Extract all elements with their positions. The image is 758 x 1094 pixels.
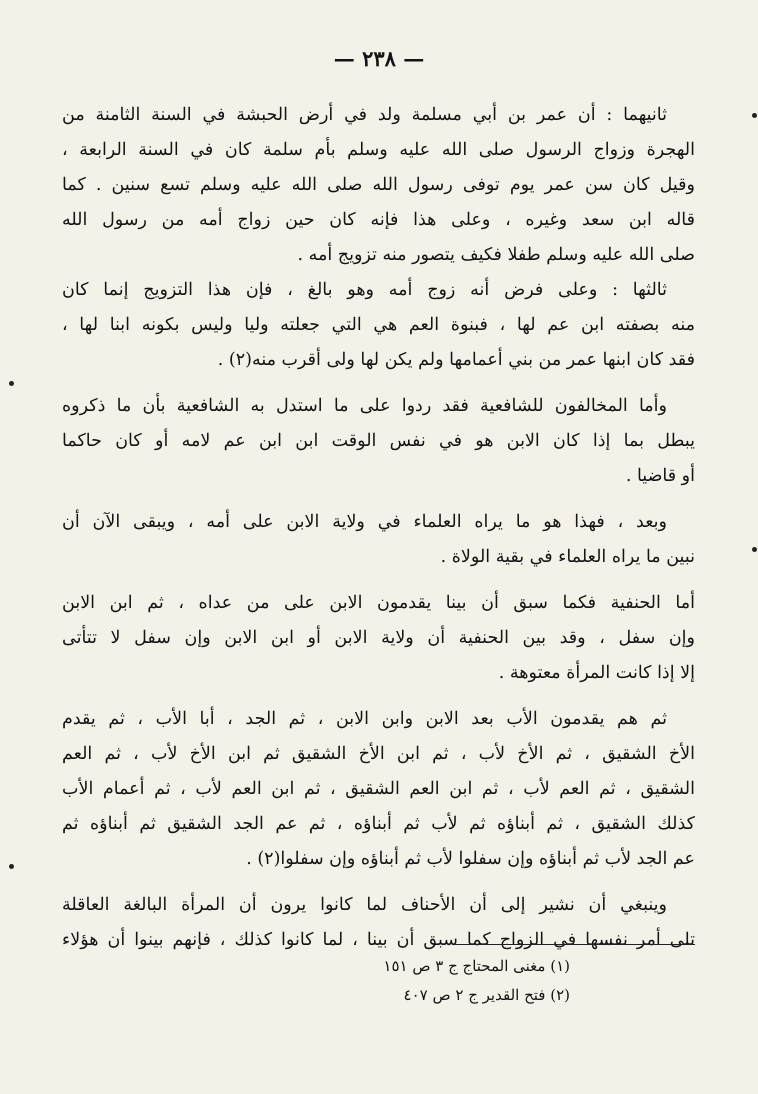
- text-line: وإن سفل ، وقد بين الحنفية أن ولاية الابن أو ابن الابن وإن سفل لا تتأتى: [62, 628, 695, 648]
- text-line: فقد كان ابنها عمر من بني أعمامها ولم يكن لها ولى أقرب منه(٢) .: [217, 350, 695, 370]
- text-line: وقيل كان سن عمر يوم توفى رسول الله صلى الله عليه وسلم تسع سنين . كما: [62, 175, 695, 195]
- body-text: [62, 98, 695, 958]
- text-line: عم الجد لأب ثم أبناؤه وإن سفلوا لأب ثم أبناؤه وإن سفلوا(٢) .: [246, 849, 695, 869]
- footnotes: [383, 952, 570, 1010]
- paragraph-1: [62, 98, 695, 273]
- text-line: تلى أمر نفسها في الزواج كما سبق أن بينا ، لما كانوا كذلك ، فإنهم بينوا أن هؤلاء: [62, 930, 695, 950]
- text-line: الأخ الشقيق ، ثم الأخ لأب ، ثم ابن الأخ الشقيق ثم ابن الأخ لأب ، ثم العم: [62, 744, 695, 764]
- text-line: أو قاضيا .: [625, 466, 695, 486]
- paragraph-6: [62, 702, 695, 877]
- text-line: ثانيهما : أن عمر بن أبي مسلمة ولد في أرض الحبشة في السنة الثامنة من: [62, 105, 667, 125]
- text-line: يبطل بما إذا كان الابن هو في نفس الوقت ابن ابن عم لامه أو كان حاكما: [62, 431, 695, 451]
- text-line: الهجرة وزواج الرسول صلى الله عليه وسلم بأم سلمة كان في السنة الرابعة ،: [62, 140, 695, 160]
- paragraph-4: [62, 505, 695, 575]
- footnote-1: (١) مغنى المحتاج ج ٣ ص ١٥١: [383, 957, 570, 975]
- text-line: وأما المخالفون للشافعية فقد ردوا على ما استدل به الشافعية بأن ما ذكروه: [62, 396, 667, 416]
- scan-speck: [9, 381, 14, 386]
- text-line: صلى الله عليه وسلم طفلا فكيف يتصور منه تزويج أمه .: [297, 245, 695, 265]
- text-line: ثم هم يقدمون الأب بعد الابن وابن الابن ، ثم الجد ، أبا الأب ، ثم يقدم: [62, 709, 667, 729]
- text-line: نبين ما يراه العلماء في بقية الولاة .: [440, 547, 695, 567]
- text-line: وبعد ، فهذا هو ما يراه العلماء في ولاية الابن على أمه ، ويبقى الآن أن: [62, 512, 667, 532]
- text-line: قاله ابن سعد وغيره ، وعلى هذا فإنه كان حين زواج أمه من رسول الله: [62, 210, 695, 230]
- footnote-2: (٢) فتح القدير ج ٢ ص ٤٠٧: [403, 986, 570, 1004]
- scan-speck: [752, 547, 757, 552]
- text-line: أما الحنفية فكما سبق أن بينا يقدمون الابن على من عداه ، ثم ابن الابن: [62, 593, 695, 613]
- paragraph-7: [62, 888, 695, 958]
- text-line: وينبغي أن نشير إلى أن الأحناف لما كانوا يرون أن المرأة البالغة العاقلة: [62, 895, 667, 915]
- paragraph-2: [62, 273, 695, 378]
- text-line: كذلك الشقيق ، ثم أبناؤه ثم لأب ثم أبناؤه ، ثم عم الجد الشقيق ثم أبناؤه ثم: [62, 814, 695, 834]
- text-line: ثالثها : وعلى فرض أنه زوج أمه وهو بالغ ، فإن هذا التزويج إنما كان: [62, 280, 667, 300]
- text-line: منه بصفته ابن عم لها ، فبنوة العم هي التي جعلته وليا وليس بكونه ابنا لها ،: [62, 315, 695, 335]
- text-line: الشقيق ، ثم العم لأب ، ثم ابن العم الشقيق ، ثم ابن العم لأب ، ثم أعمام الأب: [62, 779, 695, 799]
- paragraph-5: [62, 586, 695, 691]
- scan-speck: [752, 113, 757, 118]
- text-line: إلا إذا كانت المرأة معتوهة .: [498, 663, 695, 683]
- page-number: — ٢٣٨ —: [333, 46, 425, 71]
- scan-speck: [9, 864, 14, 869]
- footnote-divider: [452, 944, 695, 945]
- paragraph-3: [62, 389, 695, 494]
